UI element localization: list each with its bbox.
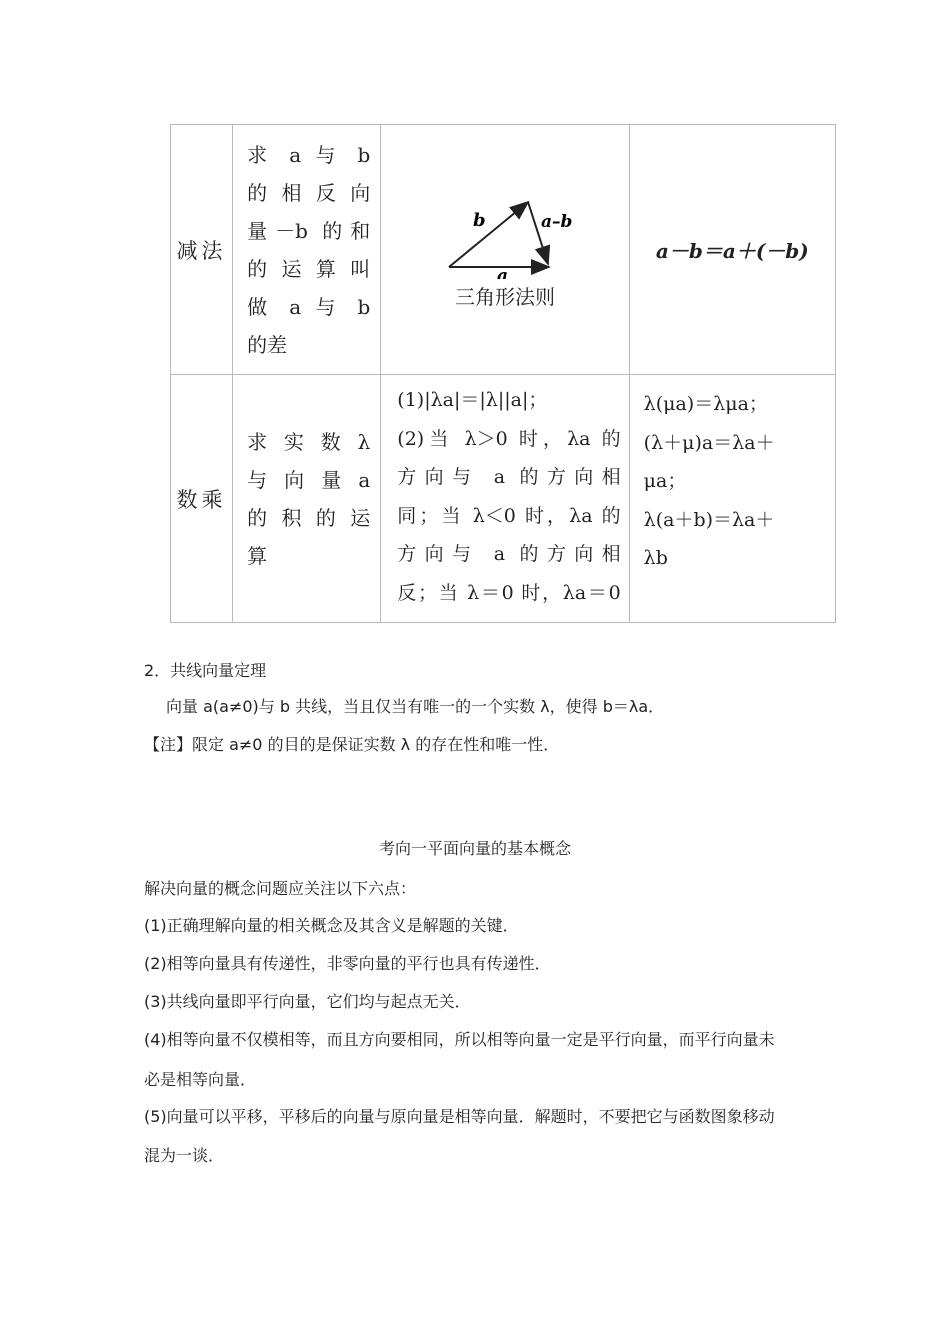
def-line: 的运算叫	[247, 256, 371, 281]
topic-point: (4)相等向量不仅模相等，而且方向要相同，所以相等向量一定是平行向量，而平行向量未	[144, 1030, 775, 1049]
section-title-collinear: 2．共线向量定理	[144, 661, 267, 680]
law-line: λ(μa)＝λμa；	[643, 393, 768, 415]
topic-intro: 解决向量的概念问题应关注以下六点：	[144, 879, 417, 898]
vector-b-arrow	[449, 202, 528, 267]
def-line: 的相反向	[247, 180, 371, 205]
rule-line: 方向与 a 的方向相	[397, 543, 621, 565]
rule-line: (1)|λa|＝|λ||a|；	[397, 389, 548, 411]
def-line: 求 实 数 λ	[247, 429, 371, 454]
def-line: 算	[247, 543, 268, 568]
law-line: λb	[643, 547, 668, 569]
law-line: λ(a＋b)＝λa＋	[643, 508, 775, 531]
rule-line: 方向与 a 的方向相	[397, 466, 621, 488]
collinear-theorem: 向量 a(a≠0)与 b 共线，当且仅当有唯一的一个实数 λ，使得 b＝λa．	[166, 697, 665, 716]
def-line: 与 向 量 a	[247, 467, 371, 492]
subtraction-definition	[233, 125, 381, 375]
topic-point: (2)相等向量具有传递性，非零向量的平行也具有传递性．	[144, 954, 551, 973]
topic-title: 考向一平面向量的基本概念	[378, 839, 571, 858]
def-line: 的 积 的 运	[247, 505, 371, 530]
law-line: (λ＋μ)a＝λa＋	[643, 431, 775, 454]
def-line: 求 a 与 b	[247, 142, 371, 167]
label-a-minus-b: a–b	[540, 212, 573, 232]
figure-caption: 三角形法则	[454, 285, 555, 309]
triangle-diagram	[435, 189, 575, 279]
collinear-note: 【注】限定 a≠0 的目的是保证实数 λ 的存在性和唯一性．	[144, 735, 560, 754]
label-a: a	[496, 266, 508, 279]
def-line: 量－b 的和	[247, 218, 371, 243]
def-line: 做 a 与 b	[247, 294, 371, 319]
def-line: 的差	[247, 332, 288, 357]
topic-point: 必是相等向量．	[144, 1070, 257, 1089]
table-row-subtraction	[171, 125, 836, 375]
rule-line: (2)当 λ＞0 时，λa 的	[397, 427, 621, 450]
scalar-mult-laws	[629, 375, 835, 623]
formula-text: a－b＝a＋(－b)	[655, 239, 809, 263]
triangle-rule-figure	[381, 125, 629, 375]
op-name-scalar-mult: 数乘	[171, 375, 233, 623]
op-name-subtraction: 减法	[171, 125, 233, 375]
vector-operations-table	[170, 124, 836, 623]
topic-point: (1)正确理解向量的相关概念及其含义是解题的关键．	[144, 916, 519, 935]
topic-point: 混为一谈．	[144, 1146, 225, 1165]
topic-point: (5)向量可以平移，平移后的向量与原向量是相等向量．解题时，不要把它与函数图象移动	[144, 1107, 775, 1126]
table-row-scalar-mult	[171, 375, 836, 623]
topic-point: (3)共线向量即平行向量，它们均与起点无关．	[144, 992, 471, 1011]
law-line: μa；	[643, 470, 687, 492]
scalar-mult-rules	[381, 375, 629, 623]
label-b: b	[472, 210, 486, 231]
rule-line: 同；当 λ＜0 时，λa 的	[397, 504, 621, 527]
subtraction-formula	[629, 125, 835, 375]
scalar-mult-definition	[233, 375, 381, 623]
rule-line: 反；当 λ＝0 时，λa＝0	[397, 581, 621, 604]
